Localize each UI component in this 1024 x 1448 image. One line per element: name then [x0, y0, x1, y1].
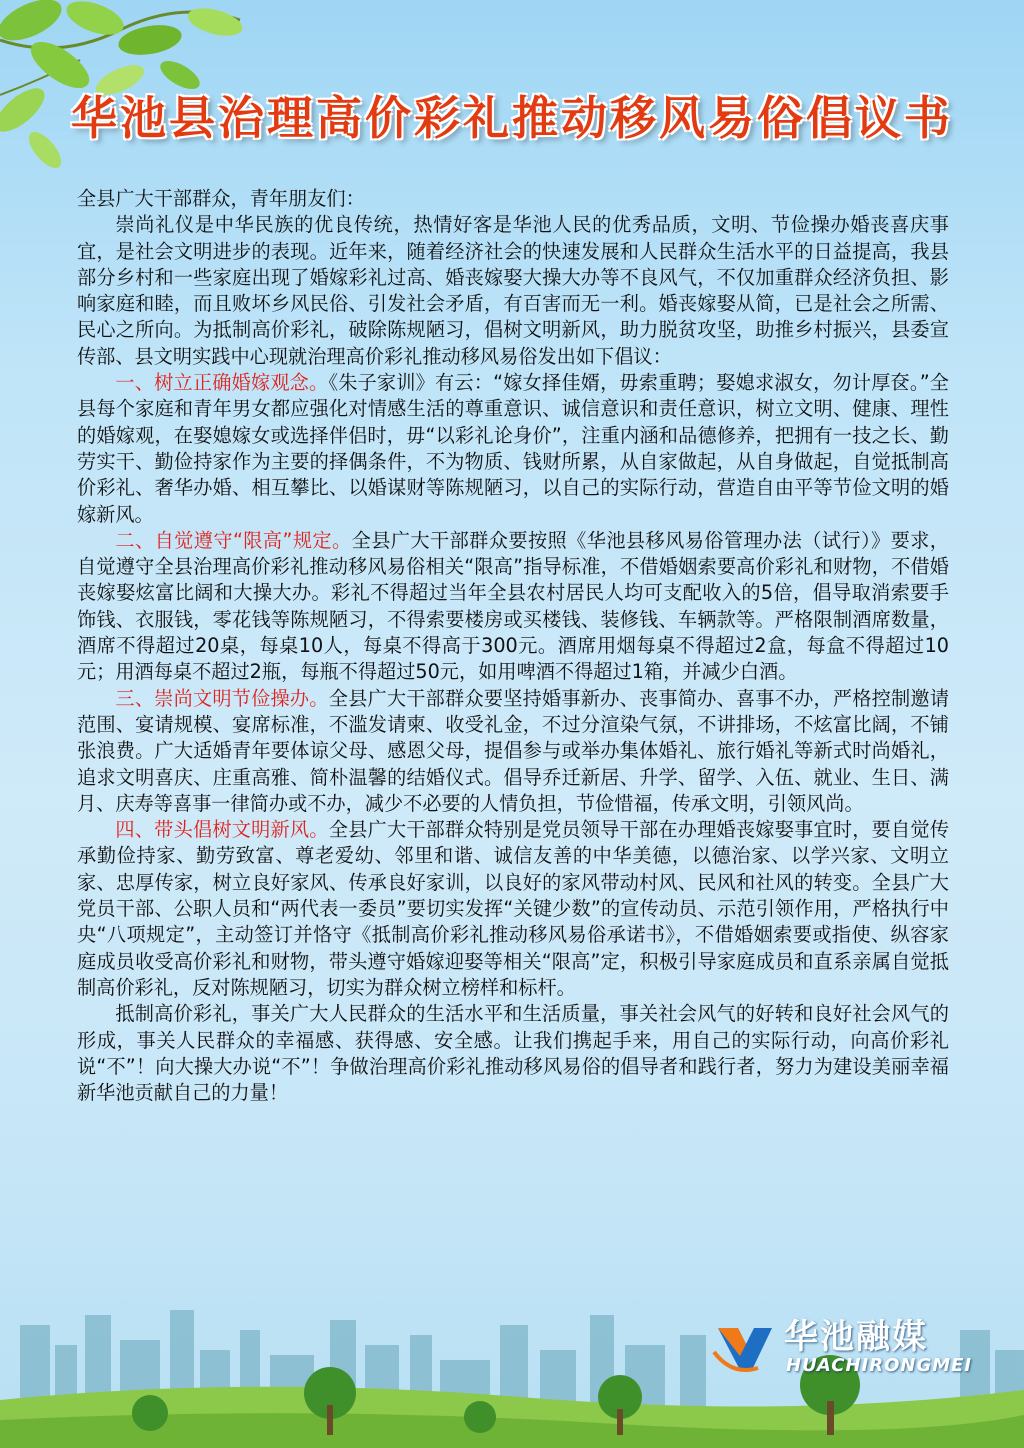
salutation: 全县广大干部群众，青年朋友们： [77, 187, 365, 210]
proposal-body [77, 186, 949, 1106]
section-4-body: 全县广大干部群众特别是党员领导干部在办理婚丧嫁娶事宜时，要自觉传承勤俭持家、勤劳致富、尊老爱幼、邻里和谐、诚信友善的中华美德，以德治家、以学兴家、文明立家、忠厚传家，树立良好家风、传承良好家训，以良好的家风带动村风、民风和社风的转变。全县广大党员干部、公职人员和“两代表一委员”要切实发挥“关键少数”的宣传动员、示范引领作用，严格执行中央“八项规定”，主动签订并恪守《抵制高价彩礼推动移风易俗承诺书》，不借婚姻索要或指使、纵容家庭成员收受高价彩礼和财物，带头遵守婚嫁迎娶等相关“限高”定，积极引导家庭成员和直系亲属自觉抵制高价彩礼，反对陈规陋习，切实为群众树立榜样和标杆。 [77, 818, 950, 999]
section-2-heading: 二、自觉遵守“限高”规定。 [115, 528, 352, 552]
section-3 [77, 686, 949, 817]
closing-paragraph: 抵制高价彩礼，事关广大人民群众的生活水平和生活质量，事关社会风气的好转和良好社会风气的形成，事关人民群众的幸福感、获得感、安全感。让我们携起手来，用自己的实际行动，向高价彩礼说“不”！向大操大办说“不”！争做治理高价彩礼推动移风易俗的倡导者和践行者，努力为建设美丽幸福新华池贡献自己的力量！ [77, 1002, 949, 1105]
section-3-heading: 三、崇尚文明节俭操办。 [115, 686, 329, 710]
brand-logo [712, 1318, 974, 1378]
brand-name-en: HUACHIRONGMEI [786, 1355, 973, 1376]
intro-paragraph: 崇尚礼仪是中华民族的优良传统，热情好客是华池人民的优秀品质，文明、节俭操办婚丧喜庆事宜，是社会文明进步的表现。近年来，随着经济社会的快速发展和人民群众生活水平的日益提高，我县部分乡村和一些家庭出现了婚嫁彩礼过高、婚丧嫁娶大操大办等不良风气，不仅加重群众经济负担、影响家庭和睦，而且败坏乡风民俗、引发社会矛盾，有百害而无一利。婚丧嫁娶从简，已是社会之所需、民心之所向。为抵制高价彩礼，破除陈规陋习，倡树文明新风，助力脱贫攻坚，助推乡村振兴，县委宣传部、县文明实践中心现就治理高价彩礼推动移风易俗发出如下倡议： [77, 213, 949, 368]
brand-mark-icon [712, 1322, 776, 1376]
section-1 [77, 370, 949, 528]
page-title: 华池县治理高价彩礼推动移风易俗倡议书 [71, 91, 953, 145]
brand-name-cn: 华池融媒 [784, 1317, 928, 1357]
section-4 [77, 817, 949, 1001]
section-3-body: 全县广大干部群众要坚持婚事新办、丧事简办、喜事不办，严格控制邀请范围、宴请规模、宴席标准，不滥发请柬、收受礼金，不过分渲染气氛，不讲排场，不炫富比阔，不铺张浪费。广大适婚青年要体谅父母、感恩父母，提倡参与或举办集体婚礼、旅行婚礼等新式时尚婚礼，追求文明喜庆、庄重高雅、简朴温馨的结婚仪式。倡导乔迁新居、升学、留学、入伍、就业、生日、满月、庆寿等喜事一律简办或不办，减少不必要的人情负担，节俭惜福，传承文明，引领风尚。 [77, 686, 950, 815]
section-2-body: 全县广大干部群众要按照《华池县移风易俗管理办法（试行）》要求，自觉遵守全县治理高价彩礼推动移风易俗相关“限高”指导标准，不借婚姻索要高价彩礼和财物，不借婚丧嫁娶炫富比阔和大操大办。彩礼不得超过当年全县农村居民人均可支配收入的5倍，倡导取消索要手饰钱、衣服钱，零花钱等陈规陋习，不得索要楼房或买楼钱、装修钱、车辆款等。严格限制酒席数量，酒席不得超过20桌，每桌10人，每桌不得高于300元。酒席用烟每桌不得超过2盒，每盒不得超过10元；用酒每桌不超过2瓶，每瓶不得超过50元，如用啤酒不得超过1箱，并减少白酒。 [77, 528, 949, 684]
section-1-body: 《朱子家训》有云：“嫁女择佳婿，毋索重聘；娶媳求淑女，勿计厚奁。”全县每个家庭和青年男女都应强化对情感生活的尊重意识、诚信意识和责任意识，树立文明、健康、理性的婚嫁观，在娶媳嫁女或选择伴侣时，毋“以彩礼论身价”，注重内涵和品德修养，把拥有一技之长、勤劳实干、勤俭持家作为主要的择偶条件，不为物质、钱财所累，从自家做起，从自身做起，自觉抵制高价彩礼、奢华办婚、相互攀比、以婚谋财等陈规陋习，以自己的实际行动，营造自由平等节俭文明的婚嫁新风。 [77, 371, 949, 526]
section-2 [77, 528, 949, 686]
section-4-heading: 四、带头倡树文明新风。 [115, 818, 329, 842]
section-1-heading: 一、树立正确婚嫁观念。 [115, 371, 329, 395]
